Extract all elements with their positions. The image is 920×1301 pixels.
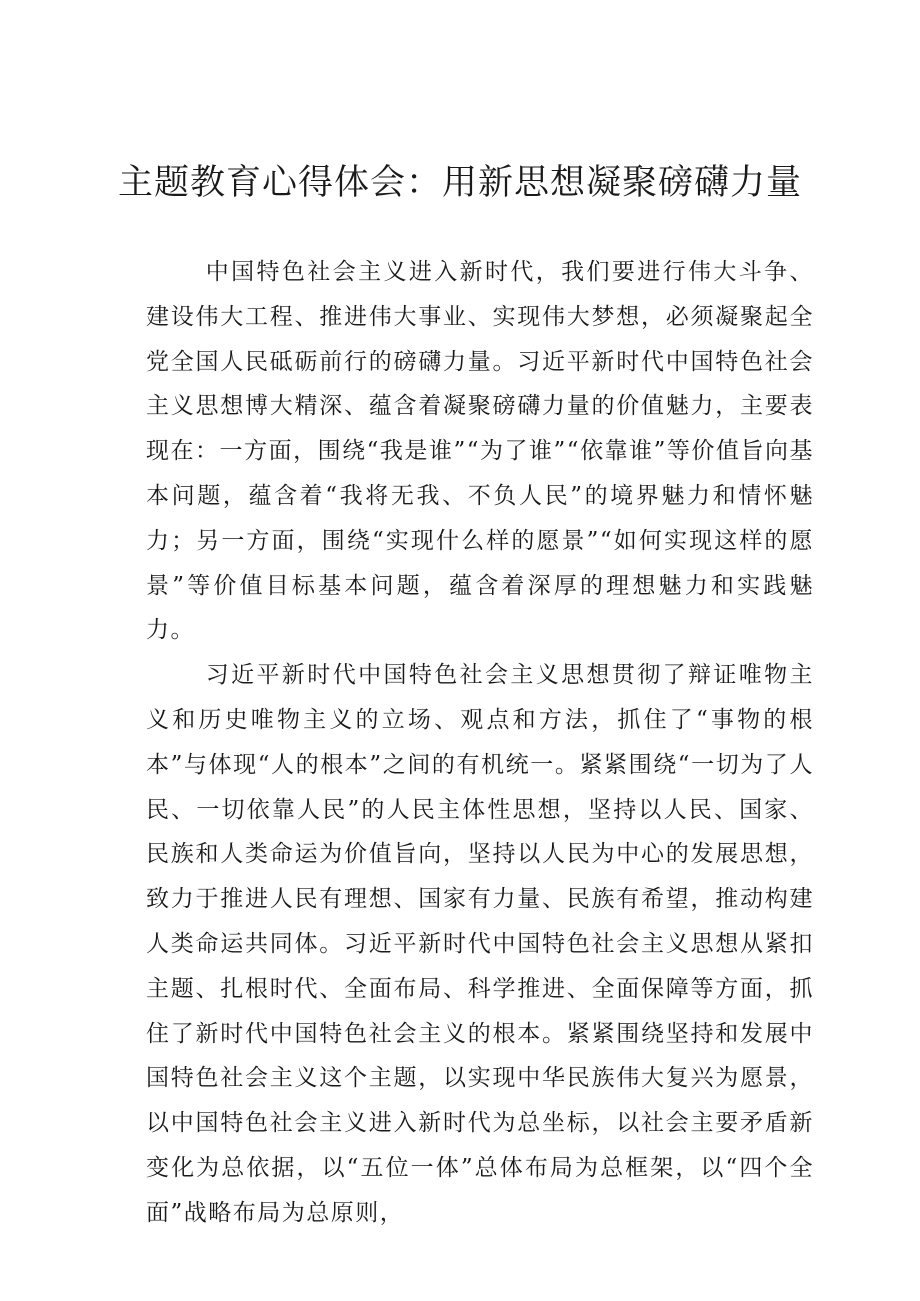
paragraph-2: 习近平新时代中国特色社会主义思想贯彻了辩证唯物主义和历史唯物主义的立场、观点和方法，抓住了“事物的根本”与体现“人的根本”之间的有机统一。紧紧围绕“一切为了人民、一切依靠人民”的人民主体性思想，坚持以人民、国家、民族和人类命运为价值旨向，坚持以人民为中心的发展思想，致力于推进人民有理想、国家有力量、民族有希望，推动构建人类命运共同体。习近平新时代中国特色社会主义思想从紧扣主题、扎根时代、全面布局、科学推进、全面保障等方面，抓住了新时代中国特色社会主义的根本。紧紧围绕坚持和发展中国特色社会主义这个主题，以实现中华民族伟大复兴为愿景，以中国特色社会主义进入新时代为总坐标，以社会主要矛盾新变化为总依据，以“五位一体”总体布局为总框架，以“四个全面”战略布局为总原则， bbox=[146, 662, 814, 1226]
document-body bbox=[146, 250, 814, 1236]
document-title: 主题教育心得体会：用新思想凝聚磅礴力量 bbox=[117, 163, 802, 203]
paragraph-1: 中国特色社会主义进入新时代，我们要进行伟大斗争、建设伟大工程、推进伟大事业、实现伟大梦想，必须凝聚起全党全国人民砥砺前行的磅礴力量。习近平新时代中国特色社会主义思想博大精深、蕴含着凝聚磅礴力量的价值魅力，主要表现在：一方面，围绕“我是谁”“为了谁”“依靠谁”等价值旨向基本问题，蕴含着“我将无我、不负人民”的境界魅力和情怀魅力；另一方面，围绕“实现什么样的愿景”“如何实现这样的愿景”等价值目标基本问题，蕴含着深厚的理想魅力和实践魅力。 bbox=[146, 259, 814, 644]
